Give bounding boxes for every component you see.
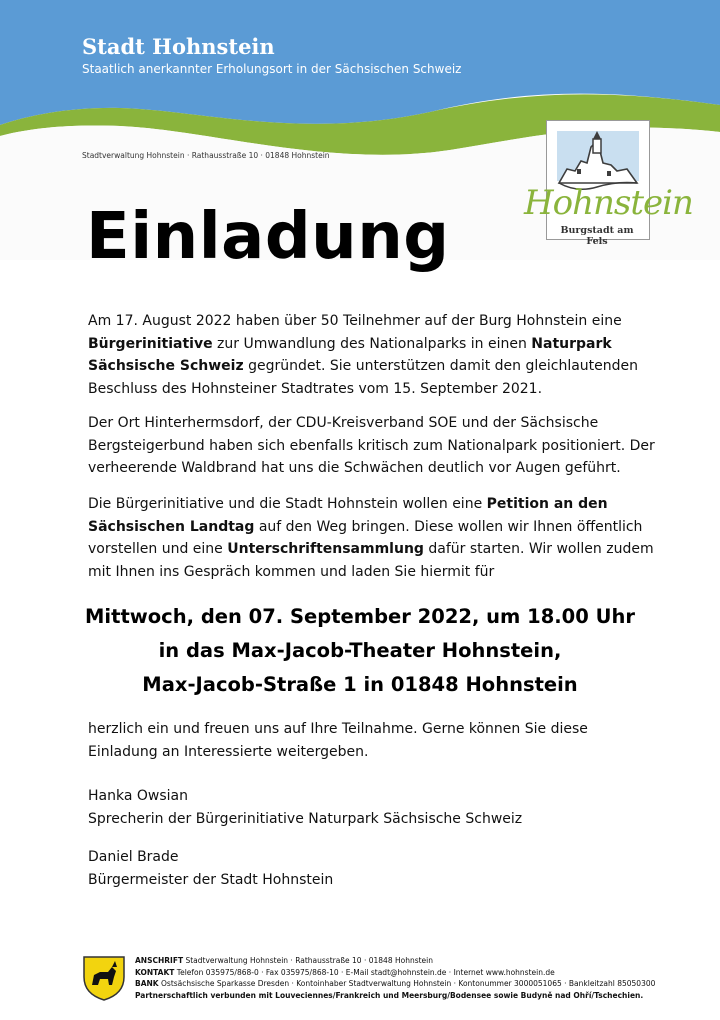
signature-name: Daniel Brade: [88, 849, 179, 865]
paragraph-intro: Am 17. August 2022 haben über 50 Teilnehmer auf der Burg Hohnstein eine Bürgerinitiative zur Umwandlung des Nationalparks in einen Naturpark Sächsische Schweiz gegründet. Sie unterstützen damit den gleichlautenden Beschluss des Hohnsteiner Stadtrates vom 15. September 2021.: [88, 313, 639, 397]
sender-address-line: Stadtverwaltung Hohnstein · Rathausstraße 10 · 01848 Hohnstein: [82, 151, 330, 160]
logo-tagline: Burgstadt am Fels: [560, 225, 634, 247]
paragraph-petition: Die Bürgerinitiative und die Stadt Hohnstein wollen eine Petition an den Sächsischen Landtag auf den Weg bringen. Diese wollen wir Ihnen öffentlich vorstellen und eine Unterschriftensammlung dafür starten. Wir wollen zudem mit Ihnen ins Gespräch kommen und laden Sie hiermit für: [88, 496, 654, 580]
city-title: Stadt Hohnstein: [82, 34, 275, 59]
footer-contact: ANSCHRIFT Stadtverwaltung Hohnstein · Rathausstraße 10 · 01848 Hohnstein KONTAKT Telefon 035975/868-0 · Fax 035975/868-10 · E-Mail stadt@hohnstein.de · Internet www.hohnstein.de BANK Ostsächsische Sparkasse Dresden · Kontoinhaber Stadtverwaltung Hohnstein · Kontonummer 3000051065 · Bankleitzahl 85050300 Partnerschaftlich verbunden mit Louveciennes/Frankreich und Meersburg/Bodensee sowie Budyně nad Ohří/Tschechien.: [135, 956, 656, 1000]
paragraph-context: Der Ort Hinterhermsdorf, der CDU-Kreisverband SOE und der Sächsische Bergsteigerbund haben sich ebenfalls kritisch zum Nationalpark positioniert. Der verheerende Waldbrand hat uns die Schwächen deutlich vor Augen geführt.: [88, 415, 655, 476]
event-details: [50, 600, 670, 702]
event-venue: in das Max-Jacob-Theater Hohnstein,: [158, 639, 562, 662]
signature-role: Bürgermeister der Stadt Hohnstein: [88, 871, 334, 888]
signature-spokesperson: [88, 785, 658, 830]
logo-wordmark: Hohnstein: [524, 183, 693, 223]
paragraph-closing: herzlich ein und freuen uns auf Ihre Teilnahme. Gerne können Sie diese Einladung an Interessierte weitergeben.: [88, 721, 588, 760]
city-subtitle: Staatlich anerkannter Erholungsort in der Sächsischen Schweiz: [82, 62, 462, 76]
event-date: Mittwoch, den 07. September 2022, um 18.00 Uhr: [85, 605, 635, 628]
page-title: Einladung: [86, 200, 450, 274]
signature-name: Hanka Owsian: [88, 788, 188, 804]
signature-role: Sprecherin der Bürgerinitiative Naturpark Sächsische Schweiz: [88, 810, 523, 827]
signature-mayor: [88, 846, 658, 891]
coat-of-arms-icon: [82, 955, 126, 1001]
event-address: Max-Jacob-Straße 1 in 01848 Hohnstein: [142, 673, 578, 696]
